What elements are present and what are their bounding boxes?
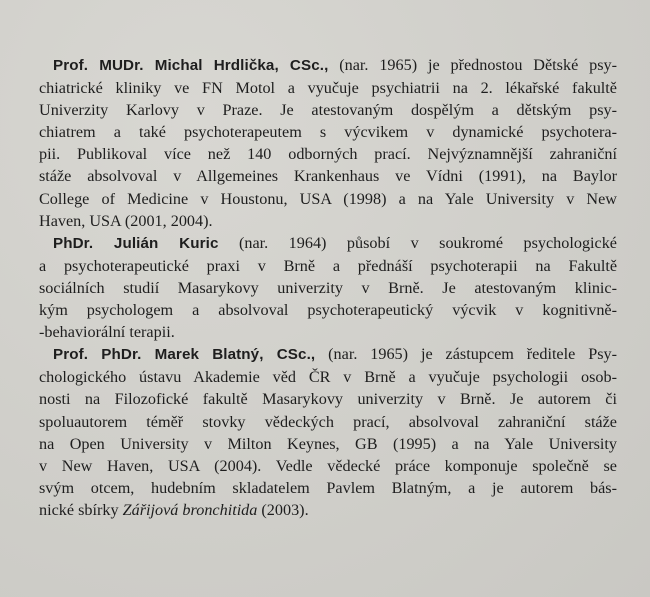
text-line: chiatrem a také psychoterapeutem s výcvikem v dynamické psychotera-: [39, 123, 617, 142]
author-name: PhDr. Julián Kuric: [53, 234, 219, 252]
line-text: (nar. 1964) působí v soukromé psychologické: [218, 233, 617, 252]
text-line: Haven, USA (2001, 2004).: [39, 211, 213, 230]
text-line: kým psychologem a absolvoval psychoterapeutický výcvik v kognitivně-: [39, 301, 617, 320]
show-through-text: [330, 0, 630, 40]
bio-hrdlicka: [39, 54, 617, 232]
text-line: pii. Publikoval více než 140 odborných prací. Nejvýznamnější zahraniční: [39, 145, 617, 164]
author-name: Prof. PhDr. Marek Blatný, CSc.,: [53, 346, 316, 364]
text-line: nosti na Filozofické fakultě Masarykovy univerzity v Brně. Je autorem či: [39, 390, 617, 409]
text-line: [39, 499, 617, 521]
text-line: v New Haven, USA (2004). Vedle vědecké práce komponuje společně se: [39, 456, 617, 475]
line-text: (nar. 1965) je přednostou Dětské psy-: [328, 56, 617, 74]
text-line: -behaviorální terapii.: [39, 323, 175, 342]
text-line: chologického ústavu Akademie věd ČR v Brně a vyučuje psychologii osob-: [39, 368, 617, 387]
text-line: chiatrické kliniky ve FN Motol a vyučuje psychiatrii na 2. lékařské fakultě: [39, 79, 617, 98]
bio-kuric: [39, 232, 617, 343]
text-line: Univerzity Karlovy v Praze. Je atestovaným dospělým a dětským psy-: [39, 101, 617, 120]
text-line: stáže absolvoval v Allgemeines Krankenhaus ve Vídni (1991), na Baylor: [39, 167, 617, 186]
text-line: na Open University v Milton Keynes, GB (1995) a na Yale University: [39, 434, 617, 453]
text-line: a psychoterapeutické praxi v Brně a přednáší psychoterapii na Fakultě: [39, 256, 617, 275]
line-text: nické sbírky: [39, 500, 123, 519]
text-line: spoluautorem téměř stovky vědeckých prací, absolvoval zahraniční stáže: [39, 412, 617, 431]
text-line: [39, 232, 617, 255]
line-text: (nar. 1965) je zástupcem ředitele Psy-: [315, 345, 618, 364]
text-line: [39, 343, 617, 366]
line-text: (2003).: [257, 500, 309, 519]
author-bios: [39, 54, 617, 521]
text-line: svým otcem, hudebním skladatelem Pavlem Blatným, a je autorem bás-: [39, 478, 617, 497]
author-name: Prof. MUDr. Michal Hrdlička, CSc.,: [53, 57, 329, 74]
text-line: [39, 54, 617, 77]
text-line: College of Medicine v Houstonu, USA (1998) a na Yale University v New: [39, 189, 617, 208]
book-title: Zářijová bronchitida: [122, 500, 258, 519]
text-line: sociálních studií Masarykovy univerzity v Brně. Je atestovaným klinic-: [39, 278, 617, 297]
bio-blatny: [39, 343, 617, 521]
